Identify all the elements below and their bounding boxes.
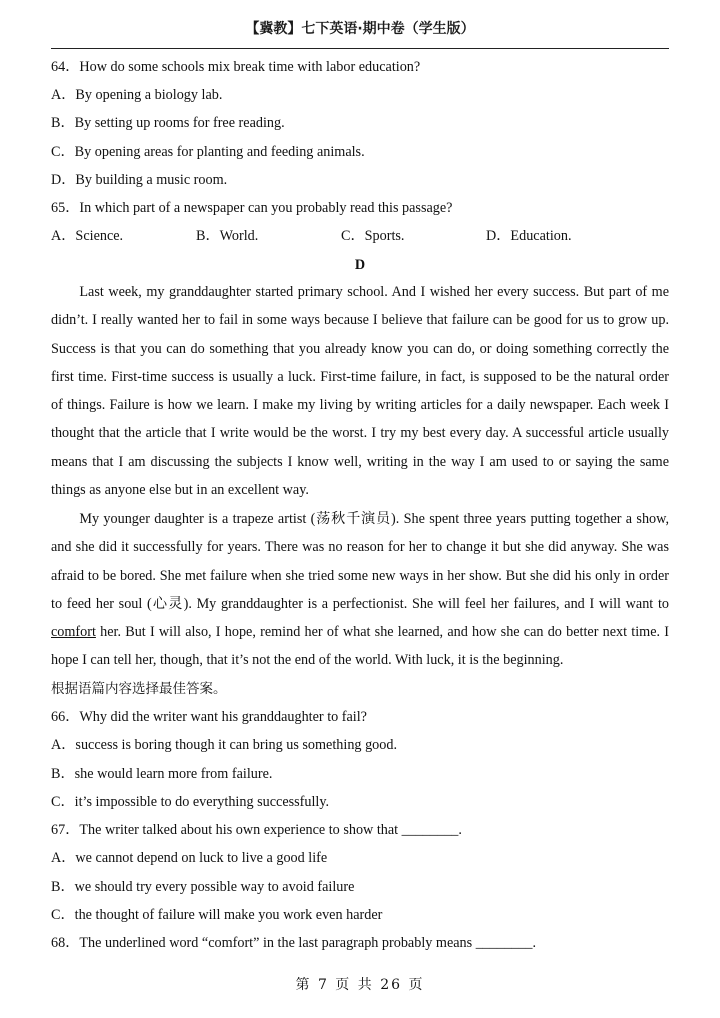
q67-option-c: C．the thought of failure will make you work even harder <box>51 907 383 923</box>
q65-option-c: C．Sports. <box>341 228 405 244</box>
q65-options <box>51 228 631 244</box>
q68-stem: 68．The underlined word “comfort” in the last paragraph probably means ________. <box>51 935 536 951</box>
passage-p2-text-before: My younger daughter is a trapeze artist (荡秋千演员). She spent three years putting together a show, and she did it successfully for years. There was no reason for her to change it but she did anyway. She was afraid to be bored. She met failure when she tried some new ways in her show. But she did his only in order to feed her soul (心灵). My granddaughter is a perfectionist. She will feel her failures, and I will want to <box>51 511 669 612</box>
q65-option-a: A．Science. <box>51 228 124 244</box>
passage-paragraph-2 <box>51 505 669 675</box>
q67-stem: 67．The writer talked about his own experience to show that ________. <box>51 822 462 838</box>
section-d-label: D <box>354 257 366 273</box>
q64-option-b: B．By setting up rooms for free reading. <box>51 115 285 131</box>
header-rule <box>51 48 669 49</box>
q65-stem: 65．In which part of a newspaper can you probably read this passage? <box>51 200 453 216</box>
passage-paragraph-1: Last week, my granddaughter started primary school. And I wished her every success. But part of me didn’t. I really wanted her to fail in some ways because I believe that failure can be good for us to grow up. Success is that you can do something that you already know you can do, or doing something correctly the first time. First-time success is usually a luck. First-time failure, in fact, is supposed to be the natural order of things. Failure is how we learn. I make my living by writing articles for a daily newspaper. Each week I thought that the article that I write would be the worst. I try my best every day. A successful article usually means that I am discussing the subjects I know well, writing in the way I am used to or saying the same things as anyone else but in an excellent way. <box>51 284 669 499</box>
q64-option-a: A．By opening a biology lab. <box>51 87 223 103</box>
q64-stem: 64．How do some schools mix break time with labor education? <box>51 59 421 75</box>
q66-option-a: A．success is boring though it can bring us something good. <box>51 737 397 753</box>
page-number: 第 7 页 共 26 页 <box>295 977 425 993</box>
underlined-word-comfort: comfort <box>51 624 96 641</box>
instruction: 根据语篇内容选择最佳答案。 <box>51 681 227 697</box>
q65-option-b: B．World. <box>196 228 259 244</box>
q65-option-d: D．Education. <box>486 228 572 244</box>
q66-stem: 66．Why did the writer want his granddaughter to fail? <box>51 709 367 725</box>
q64-option-d: D．By building a music room. <box>51 172 228 188</box>
q66-option-b: B．she would learn more from failure. <box>51 766 273 782</box>
q66-option-c: C．it’s impossible to do everything successfully. <box>51 794 330 810</box>
q67-option-a: A．we cannot depend on luck to live a good life <box>51 850 328 866</box>
q67-option-b: B．we should try every possible way to avoid failure <box>51 879 355 895</box>
document-header: 【冀教】七下英语·期中卷（学生版） <box>245 21 475 37</box>
q64-option-c: C．By opening areas for planting and feeding animals. <box>51 144 365 160</box>
passage-p2-text-after: her. But I will also, I hope, remind her of what she learned, and how she can do better next time. I hope I can tell her, though, that it’s not the end of the world. With luck, it is the beginning. <box>51 624 669 669</box>
